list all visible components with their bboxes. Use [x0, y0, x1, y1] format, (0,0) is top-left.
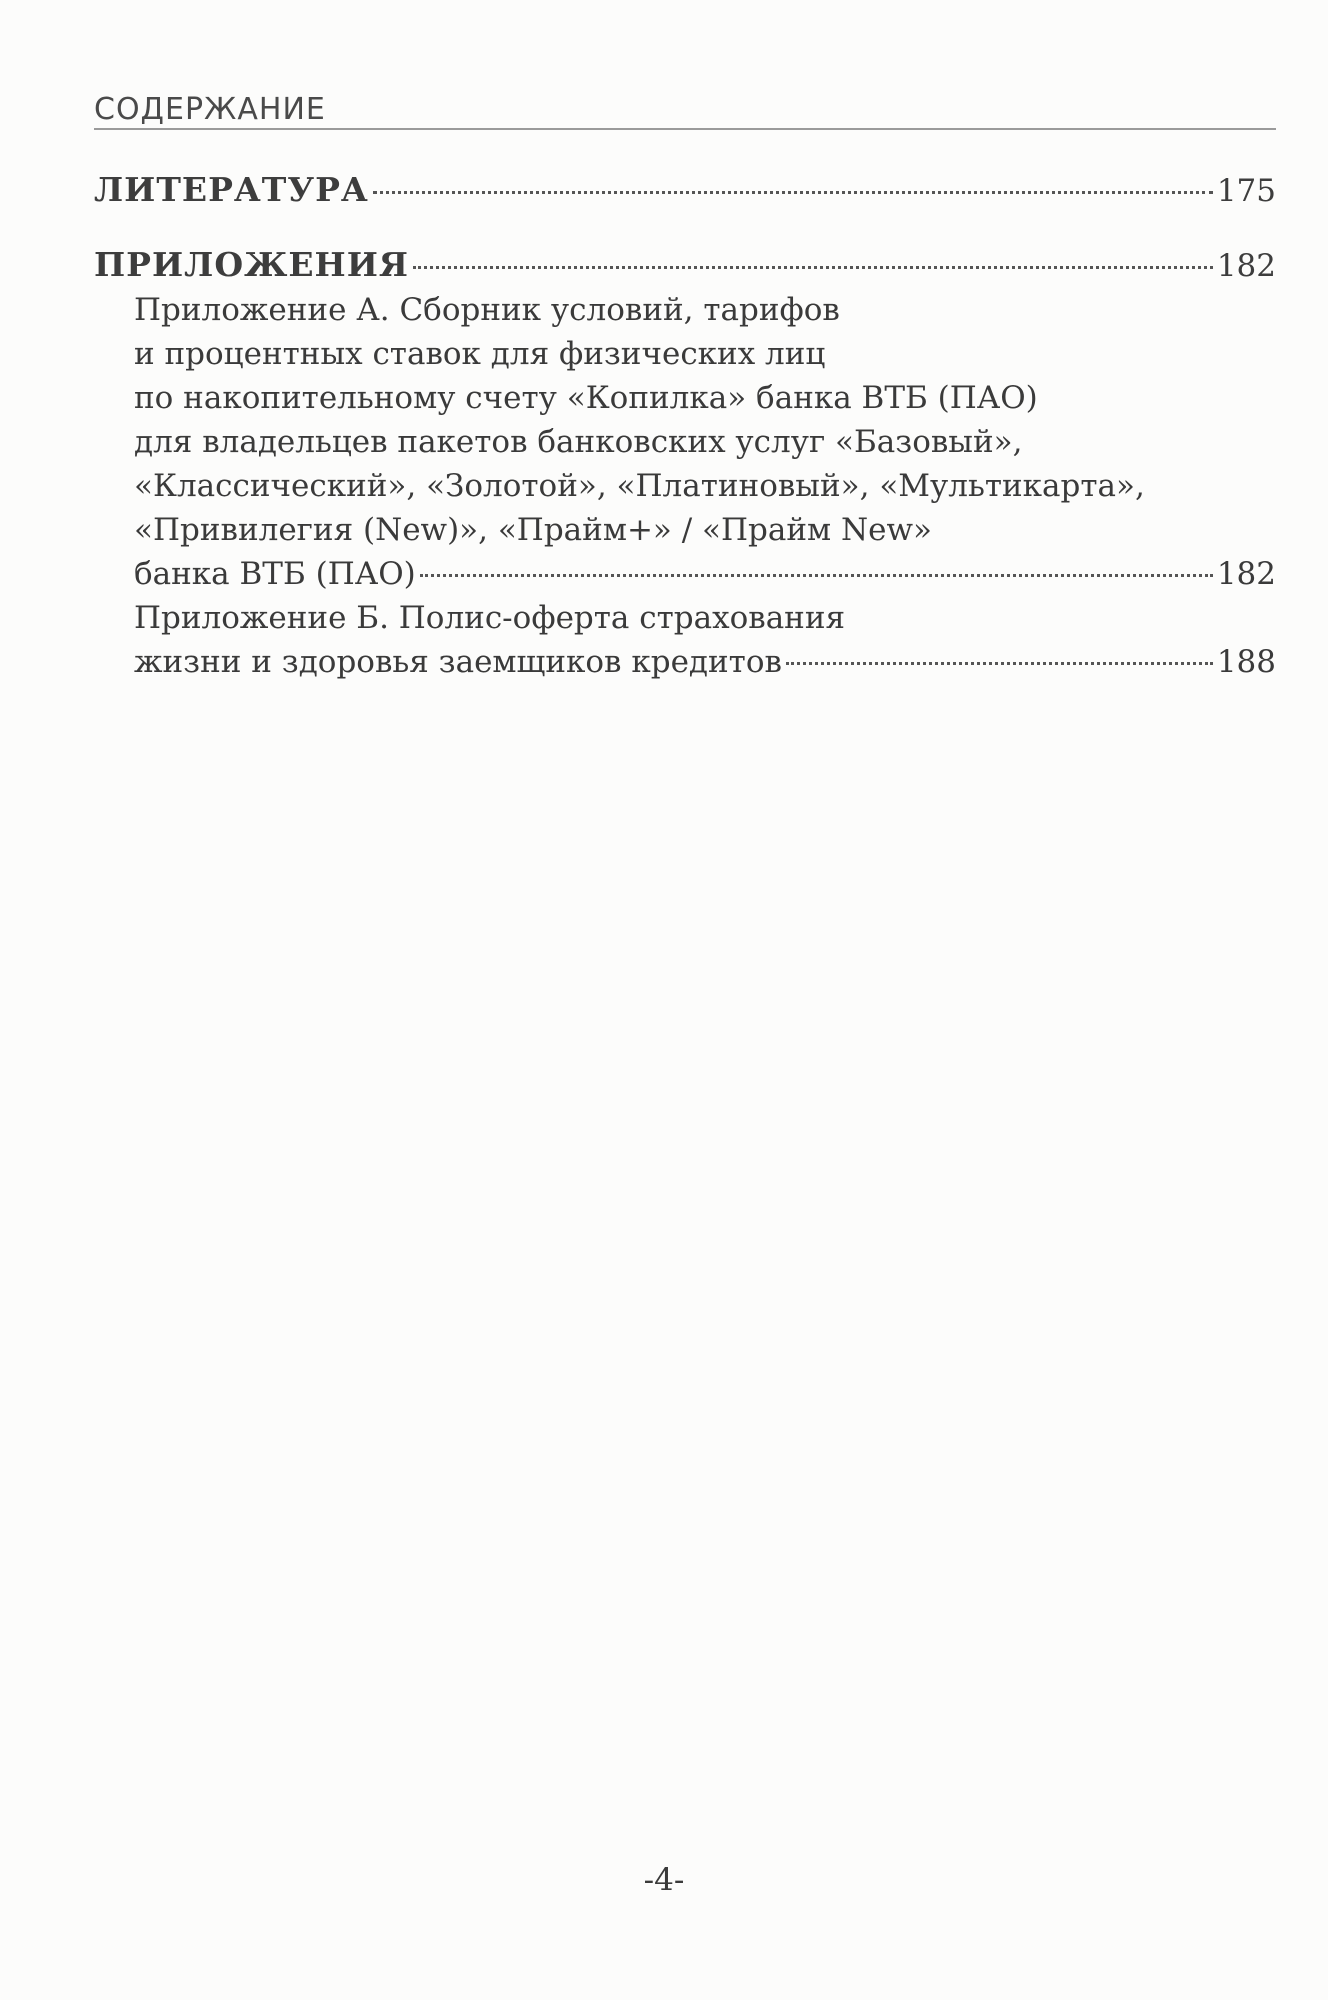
running-head: СОДЕРЖАНИЕ — [94, 92, 326, 127]
toc-entry-text: для владельцев пакетов банковских услуг «Базовый», — [134, 424, 1023, 460]
toc-line — [134, 464, 1276, 508]
toc-line — [134, 640, 1276, 684]
leader-dots — [420, 574, 1213, 577]
toc-entry-appendix-b[interactable] — [94, 596, 1276, 684]
header-rule — [94, 128, 1276, 130]
leader-dots — [786, 662, 1213, 665]
toc-entry-text: жизни и здоровья заемщиков кредитов — [134, 644, 782, 680]
toc-entry-text: и процентных ставок для физических лиц — [134, 336, 826, 372]
toc-entry-text: банка ВТБ (ПАО) — [134, 556, 416, 592]
toc-line — [94, 168, 1276, 213]
toc-entry-appendices[interactable] — [94, 243, 1276, 288]
toc-line — [134, 596, 1276, 640]
table-of-contents — [94, 168, 1276, 684]
leader-dots — [413, 266, 1213, 269]
toc-page-number: 182 — [1216, 248, 1276, 284]
toc-line — [134, 288, 1276, 332]
toc-entry-text: «Классический», «Золотой», «Платиновый», «Мультикарта», — [134, 468, 1145, 504]
toc-entry-text: по накопительному счету «Копилка» банка ВТБ (ПАО) — [134, 380, 1038, 416]
toc-entry-text: Приложение Б. Полис-оферта страхования — [134, 600, 846, 636]
toc-entry-title: ПРИЛОЖЕНИЯ — [94, 245, 409, 284]
toc-page-number: 188 — [1216, 644, 1276, 680]
toc-line — [134, 332, 1276, 376]
toc-line — [134, 552, 1276, 596]
toc-page-number: 175 — [1216, 173, 1276, 209]
toc-entry-appendix-a[interactable] — [94, 288, 1276, 596]
toc-entry-literature[interactable] — [94, 168, 1276, 213]
toc-line — [134, 420, 1276, 464]
toc-line — [134, 376, 1276, 420]
toc-line — [134, 508, 1276, 552]
page-number: -4- — [643, 1862, 685, 1898]
toc-entry-text: «Привилегия (New)», «Прайм+» / «Прайм New» — [134, 512, 932, 548]
toc-page-number: 182 — [1216, 556, 1276, 592]
toc-entry-title: ЛИТЕРАТУРА — [94, 170, 369, 209]
leader-dots — [373, 191, 1213, 194]
toc-line — [94, 243, 1276, 288]
toc-entry-text: Приложение А. Сборник условий, тарифов — [134, 292, 840, 328]
